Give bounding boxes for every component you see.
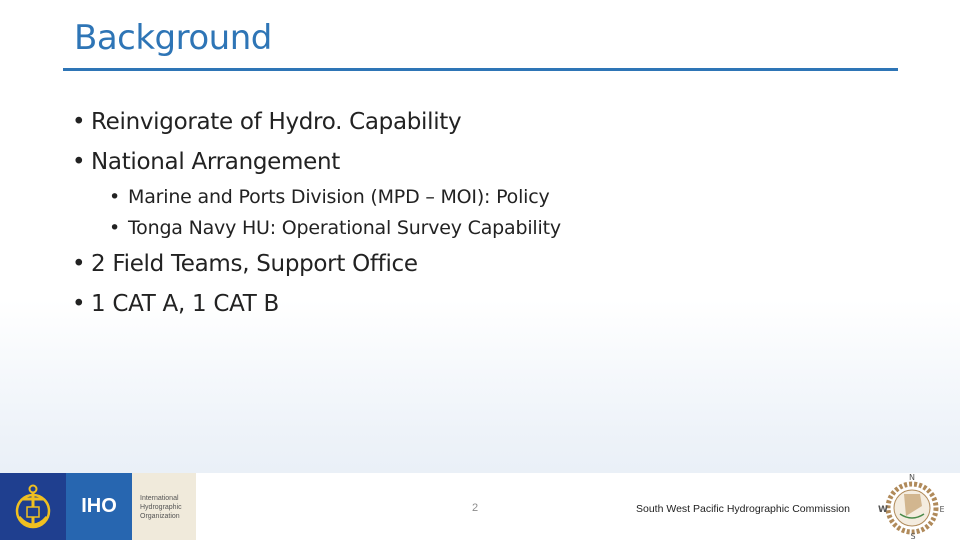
slide-title: Background <box>74 18 272 58</box>
bullet-text: 2 Field Teams, Support Office <box>91 251 418 277</box>
compass-south: S <box>910 532 916 540</box>
bullet-item <box>72 142 892 182</box>
iho-logo <box>66 473 132 540</box>
bullet-text: National Arrangement <box>91 149 340 175</box>
compass-north: N <box>909 473 915 482</box>
compass-west: W <box>878 505 888 515</box>
organization-name <box>140 494 196 521</box>
anchor-icon <box>11 481 55 533</box>
bullet-list <box>72 102 892 324</box>
org-line: International <box>140 495 179 502</box>
iho-organization-logo <box>132 473 196 540</box>
bullet-marker: • <box>72 109 86 135</box>
sub-bullet-item <box>72 182 892 213</box>
bullet-marker: • <box>72 291 86 317</box>
bullet-marker: • <box>72 149 86 175</box>
swphc-compass-logo <box>876 472 948 540</box>
bullet-item <box>72 102 892 142</box>
bullet-item <box>72 244 892 284</box>
org-line: Organization <box>140 513 180 520</box>
iho-anchor-logo <box>0 473 66 540</box>
compass-east: E <box>939 505 945 514</box>
sub-bullet-text: Tonga Navy HU: Operational Survey Capability <box>128 217 561 239</box>
title-divider <box>63 68 898 71</box>
bullet-text: 1 CAT A, 1 CAT B <box>91 291 279 317</box>
org-line: Hydrographic <box>140 504 182 511</box>
footer-commission-name: South West Pacific Hydrographic Commission <box>636 503 850 515</box>
iho-logo-text: IHO <box>81 495 117 517</box>
bullet-marker: • <box>109 186 121 208</box>
bullet-marker: • <box>109 217 121 239</box>
bullet-item <box>72 284 892 324</box>
bullet-text: Reinvigorate of Hydro. Capability <box>91 109 462 135</box>
page-number: 2 <box>472 502 479 514</box>
bullet-marker: • <box>72 251 86 277</box>
sub-bullet-text: Marine and Ports Division (MPD – MOI): Policy <box>128 186 550 208</box>
sub-bullet-item <box>72 213 892 244</box>
